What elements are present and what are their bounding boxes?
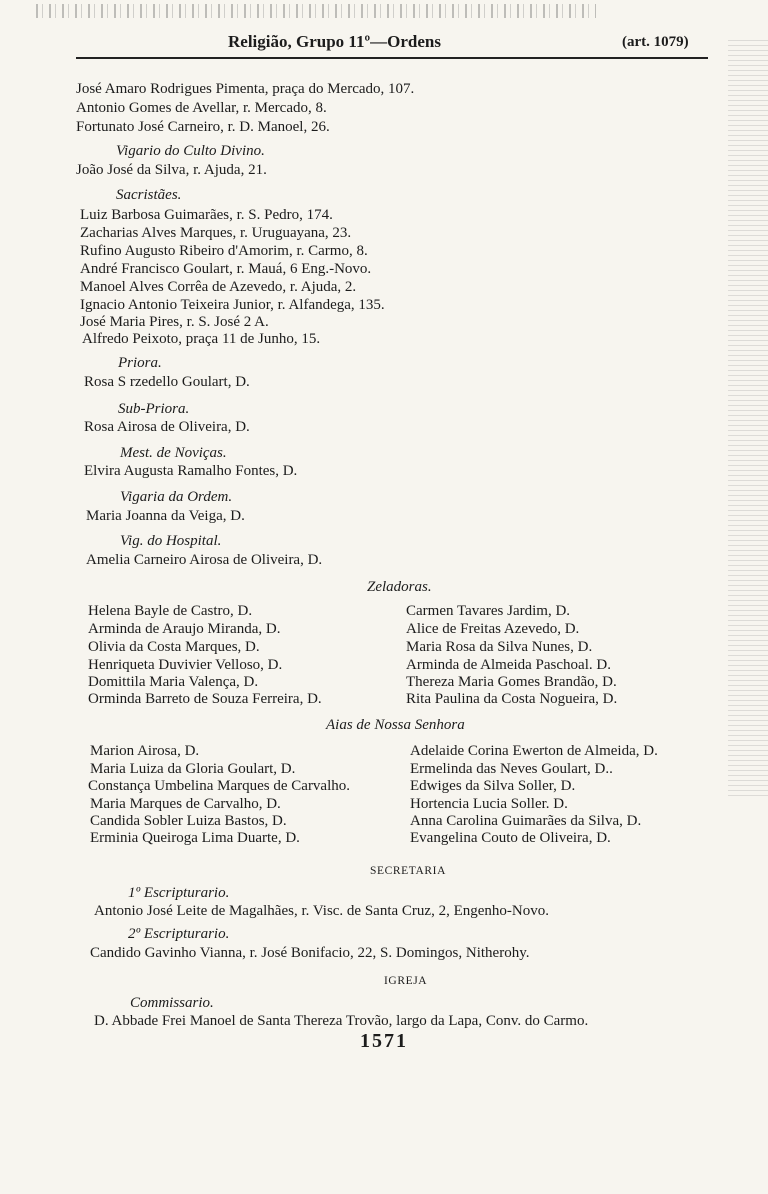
section-heading: Aias de Nossa Senhora xyxy=(326,717,465,733)
section-heading: Vig. do Hospital. xyxy=(120,533,222,549)
entry: Arminda de Araujo Miranda, D. xyxy=(88,621,281,637)
top-line: José Amaro Rodrigues Pimenta, praça do Mercado, 107. xyxy=(76,81,415,97)
entry: Elvira Augusta Ramalho Fontes, D. xyxy=(84,463,298,479)
entry: Thereza Maria Gomes Brandão, D. xyxy=(406,674,617,690)
entry: João José da Silva, r. Ajuda, 21. xyxy=(76,162,267,178)
header-title: Religião, Grupo 11º—Ordens xyxy=(228,32,441,51)
subsection-heading: Commissario. xyxy=(130,995,214,1011)
entry: Marion Airosa, D. xyxy=(90,743,200,759)
page-number: 1571 xyxy=(360,1030,408,1052)
entry: Helena Bayle de Castro, D. xyxy=(88,603,253,619)
entry: Alice de Freitas Azevedo, D. xyxy=(406,621,580,637)
entry: Maria Marques de Carvalho, D. xyxy=(90,796,281,812)
entry: Arminda de Almeida Paschoal. D. xyxy=(406,657,611,673)
section-heading: Vigaria da Ordem. xyxy=(120,489,233,505)
entry: Maria Rosa da Silva Nunes, D. xyxy=(406,639,593,655)
entry: Manoel Alves Corrêa de Azevedo, r. Ajuda, 2. xyxy=(80,279,357,295)
entry: Zacharias Alves Marques, r. Uruguayana, 23. xyxy=(80,225,352,241)
entry: Rita Paulina da Costa Nogueira, D. xyxy=(406,691,618,707)
entry: Domittila Maria Valença, D. xyxy=(88,674,259,690)
entry: Adelaide Corina Ewerton de Almeida, D. xyxy=(410,743,658,759)
entry: Anna Carolina Guimarães da Silva, D. xyxy=(410,813,642,829)
section-heading: Sub-Priora. xyxy=(118,401,190,417)
entry: Carmen Tavares Jardim, D. xyxy=(406,603,571,619)
scan-edge-noise xyxy=(728,40,768,800)
section-heading: Mest. de Noviças. xyxy=(120,445,227,461)
entry: Olivia da Costa Marques, D. xyxy=(88,639,260,655)
top-line: Antonio Gomes de Avellar, r. Mercado, 8. xyxy=(76,100,327,116)
subsection-heading: 1º Escripturario. xyxy=(128,885,230,901)
entry: Orminda Barreto de Souza Ferreira, D. xyxy=(88,691,322,707)
entry: Hortencia Lucia Soller. D. xyxy=(410,796,568,812)
entry: Maria Luiza da Gloria Goulart, D. xyxy=(90,761,296,777)
entry: Evangelina Couto de Oliveira, D. xyxy=(410,830,611,846)
entry: Candida Sobler Luiza Bastos, D. xyxy=(90,813,287,829)
section-heading: Zeladoras. xyxy=(367,579,432,595)
entry: Ignacio Antonio Teixeira Junior, r. Alfandega, 135. xyxy=(80,297,385,313)
entry: André Francisco Goulart, r. Mauá, 6 Eng.-Novo. xyxy=(80,261,372,277)
entry: Constança Umbelina Marques de Carvalho. xyxy=(88,778,351,794)
entry: Rosa S rzedello Goulart, D. xyxy=(84,374,250,390)
entry: Ermelinda das Neves Goulart, D.. xyxy=(410,761,613,777)
entry: Erminia Queiroga Lima Duarte, D. xyxy=(90,830,300,846)
entry: Alfredo Peixoto, praça 11 de Junho, 15. xyxy=(82,331,321,347)
entry: Candido Gavinho Vianna, r. José Bonifacio, 22, S. Domingos, Nitherohy. xyxy=(90,945,530,961)
entry: Henriqueta Duvivier Velloso, D. xyxy=(88,657,283,673)
header-rule xyxy=(76,57,708,59)
section-heading: SECRETARIA xyxy=(370,865,446,877)
header-article: (art. 1079) xyxy=(622,34,689,50)
entry: José Maria Pires, r. S. José 2 A. xyxy=(80,314,269,330)
subsection-heading: 2º Escripturario. xyxy=(128,926,230,942)
entry: Luiz Barbosa Guimarães, r. S. Pedro, 174. xyxy=(80,207,333,223)
section-heading: Priora. xyxy=(118,355,162,371)
section-heading: IGREJA xyxy=(384,975,428,987)
entry: Edwiges da Silva Soller, D. xyxy=(410,778,576,794)
entry: Rosa Airosa de Oliveira, D. xyxy=(84,419,250,435)
section-heading: Sacristães. xyxy=(116,187,182,203)
entry: Antonio José Leite de Magalhães, r. Visc. de Santa Cruz, 2, Engenho-Novo. xyxy=(94,903,549,919)
entry: Amelia Carneiro Airosa de Oliveira, D. xyxy=(86,552,323,568)
section-heading: Vigario do Culto Divino. xyxy=(116,143,265,159)
page-header xyxy=(0,32,768,58)
entry: Maria Joanna da Veiga, D. xyxy=(86,508,245,524)
entry: D. Abbade Frei Manoel de Santa Thereza Trovão, largo da Lapa, Conv. do Carmo. xyxy=(94,1013,589,1029)
scan-noise xyxy=(36,4,596,18)
top-line: Fortunato José Carneiro, r. D. Manoel, 26. xyxy=(76,119,330,135)
entry: Rufino Augusto Ribeiro d'Amorim, r. Carmo, 8. xyxy=(80,243,368,259)
